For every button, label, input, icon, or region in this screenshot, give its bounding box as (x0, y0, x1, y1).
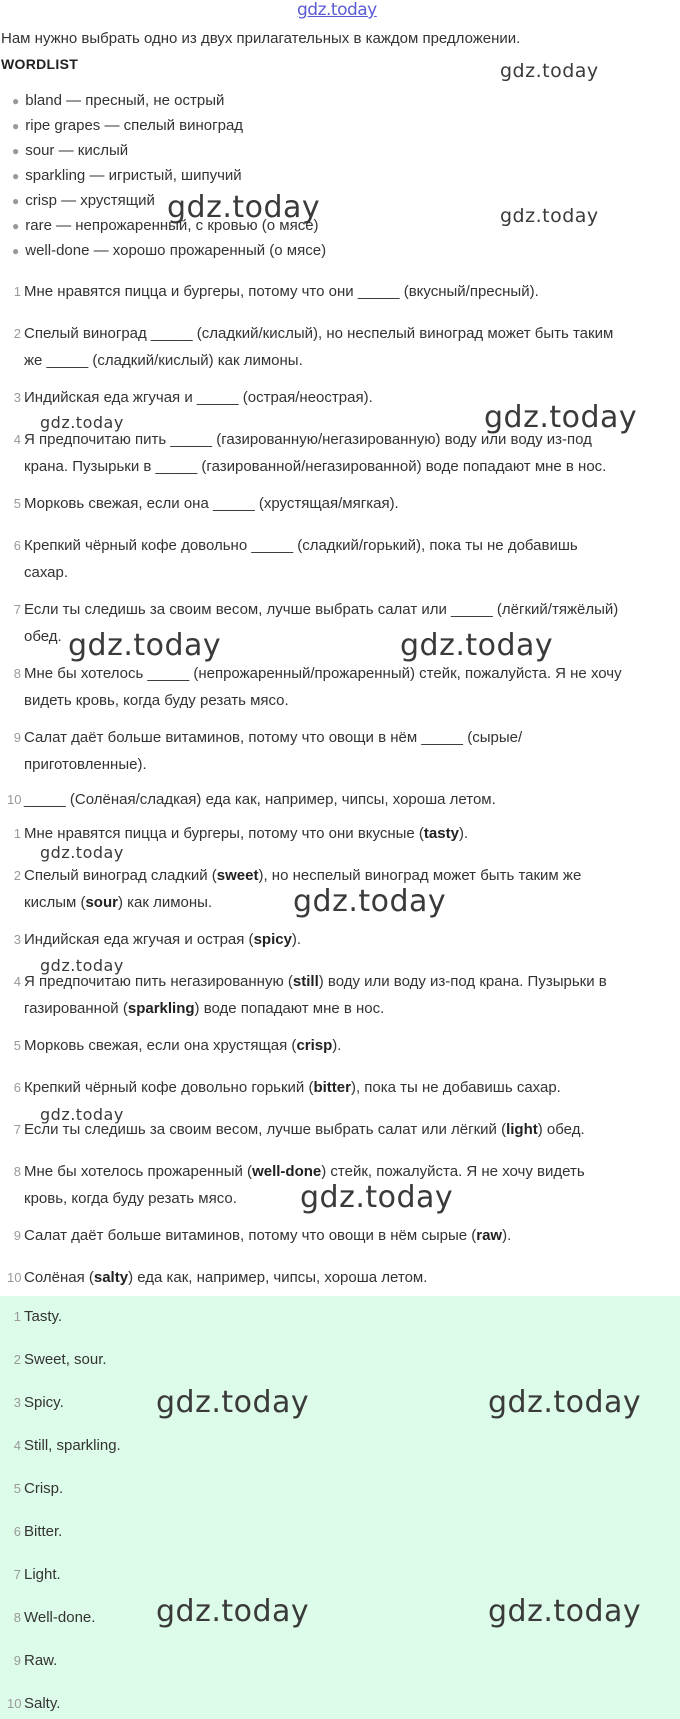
bullet-icon: ● (12, 194, 20, 208)
bullet-icon: ● (12, 119, 20, 133)
watermark: gdz.today (156, 1385, 310, 1420)
wordlist-item: ● sour — кислый (12, 142, 129, 159)
watermark: gdz.today (488, 1385, 642, 1420)
watermark: gdz.today (68, 628, 222, 663)
bullet-icon: ● (12, 94, 20, 108)
wordlist-item: ● rare — непрожаренный, с кровью (о мясе) (12, 217, 319, 234)
watermark: gdz.today (156, 1594, 310, 1629)
watermark: gdz.today (400, 628, 554, 663)
wordlist-item: ● well-done — хорошо прожаренный (о мясе) (12, 242, 327, 259)
watermark: gdz.today (40, 843, 124, 862)
watermark: gdz.today (293, 884, 447, 919)
wordlist-item: ● sparkling — игристый, шипучий (12, 167, 242, 184)
bullet-icon: ● (12, 219, 20, 233)
watermark: gdz.today (500, 60, 599, 82)
wordlist-title: WORDLIST (1, 56, 79, 72)
watermark: gdz.today (484, 400, 638, 435)
watermark: gdz.today (500, 205, 599, 227)
intro-text: Нам нужно выбрать одно из двух прилагательных в каждом предложении. (1, 30, 521, 47)
watermark: gdz.today (488, 1594, 642, 1629)
bullet-icon: ● (12, 144, 20, 158)
wordlist-item: ● ripe grapes — спелый виноград (12, 117, 244, 134)
wordlist-item: ● bland — пресный, не острый (12, 92, 225, 109)
wordlist-item: ● crisp — хрустящий (12, 192, 155, 209)
bullet-icon: ● (12, 244, 20, 258)
watermark: gdz.today (40, 413, 124, 432)
site-link[interactable]: gdz.today (297, 0, 377, 20)
watermark: gdz.today (40, 956, 124, 975)
watermark: gdz.today (167, 190, 321, 225)
watermark: gdz.today (300, 1180, 454, 1215)
watermark: gdz.today (40, 1105, 124, 1124)
bullet-icon: ● (12, 169, 20, 183)
